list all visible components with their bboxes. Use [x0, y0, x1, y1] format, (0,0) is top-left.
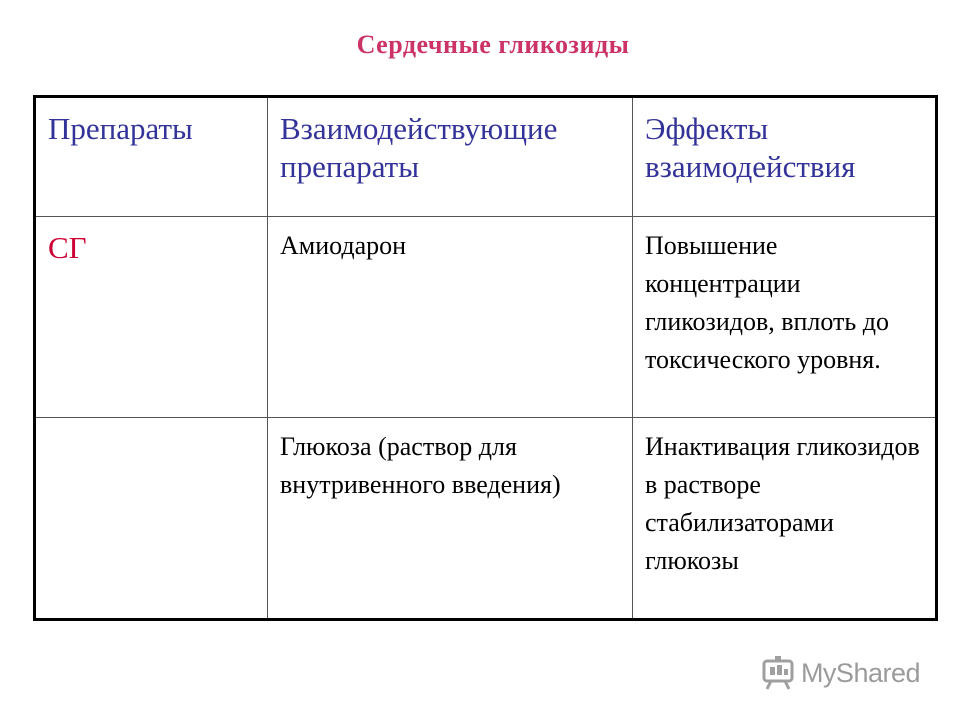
slide-title: Сердечные гликозиды — [356, 30, 630, 59]
header-cell-effects — [633, 97, 937, 217]
drug-name — [48, 426, 257, 430]
watermark-text: MyShared — [800, 657, 920, 688]
interaction-effect-text: Повышение концентрации гликозидов, вплоть до токсического уровня. — [645, 231, 890, 374]
mysshared-logo-icon — [761, 656, 797, 690]
table-header-row — [35, 97, 937, 217]
drug-cell — [35, 418, 268, 620]
myshared-watermark — [761, 656, 920, 690]
header-cell-drugs — [35, 97, 268, 217]
table-row — [35, 418, 937, 620]
effect-cell — [633, 217, 937, 418]
interacting-cell — [268, 217, 633, 418]
effect-cell — [633, 418, 937, 620]
interacting-drug-text: Амиодарон — [280, 231, 407, 260]
header-interacting-label: Взаимодействующие препараты — [280, 111, 558, 184]
table-row — [35, 217, 937, 418]
interacting-drug-text: Глюкоза (раствор для внутривенного введения) — [280, 432, 561, 499]
drug-cell — [35, 217, 268, 418]
header-cell-interacting — [268, 97, 633, 217]
interacting-cell — [268, 418, 633, 620]
interaction-table — [33, 95, 938, 621]
drug-name: СГ — [48, 230, 87, 265]
header-drugs-label: Препараты — [48, 111, 193, 146]
header-effects-label: Эффекты взаимодействия — [645, 111, 856, 184]
interaction-effect-text: Инактивация гликозидов в растворе стабилизаторами глюкозы — [645, 432, 920, 575]
